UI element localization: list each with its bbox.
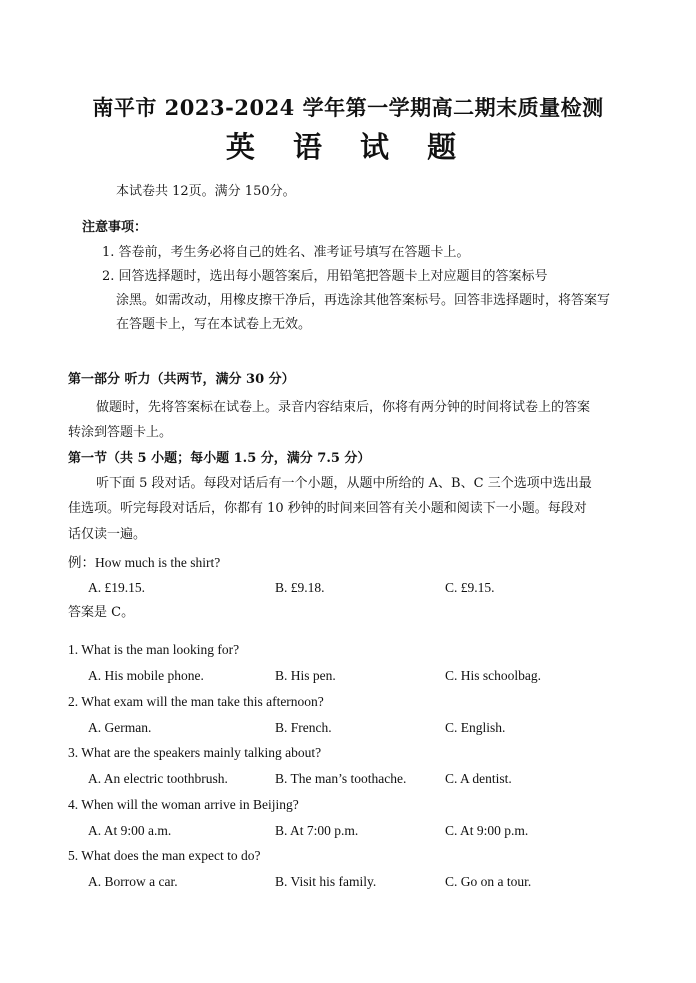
question-2-option-c: C. English. [445,720,506,735]
part-1-intro-line-2: 转涂到答题卡上。 [68,425,173,440]
question-5: 5. What does the man expect to do? [68,848,261,863]
part-1-intro-line-1: 做题时，先将答案标在试卷上。录音内容结束后，你将有两分钟的时间将试卷上的答案 [96,400,591,415]
section-1-instruction-line-3: 话仅读一遍。 [68,527,147,542]
section-1-instruction-line-1: 听下面 5 段对话。每段对话后有一个小题，从题中所给的 A、B、C 三个选项中选出最 [96,476,592,491]
question-2-option-b: B. French. [275,720,332,735]
question-3-option-c: C. A dentist. [445,771,512,786]
question-4: 4. When will the woman arrive in Beijing? [68,797,299,812]
question-5-option-a: A. Borrow a car. [88,874,178,889]
question-5-option-c: C. Go on a tour. [445,874,532,889]
example-answer: 答案是 C。 [68,605,135,620]
example-question: 例：How much is the shirt? [68,555,221,570]
question-5-option-b: B. Visit his family. [275,874,377,889]
notice-item-2-line-1: 2. 回答选择题时，选出每小题答案后，用铅笔把答题卡上对应题目的答案标号 [102,269,548,284]
part-1-heading: 第一部分 听力（共两节，满分 30 分） [68,372,295,387]
question-1-option-b: B. His pen. [275,668,336,683]
question-3-option-b: B. The man’s toothache. [275,771,407,786]
question-1-option-a: A. His mobile phone. [88,668,204,683]
example-option-b: B. £9.18. [275,580,325,595]
question-1: 1. What is the man looking for? [68,642,240,657]
example-option-c: C. £9.15. [445,580,495,595]
section-1-instruction-line-2: 佳选项。听完每段对话后，你都有 10 秒钟的时间来回答有关小题和阅读下一小题。每段对 [68,501,587,516]
question-2: 2. What exam will the man take this afternoon? [68,694,324,709]
question-1-option-c: C. His schoolbag. [445,668,541,683]
notice-heading: 注意事项： [82,220,148,235]
notice-item-1: 1. 答卷前，考生务必将自己的姓名、准考证号填写在答题卡上。 [102,245,470,260]
question-3: 3. What are the speakers mainly talking about? [68,745,322,760]
notice-item-2-line-2: 涂黑。如需改动，用橡皮擦干净后，再选涂其他答案标号。回答非选择题时，将答案写 [116,293,611,308]
question-2-option-a: A. German. [88,720,152,735]
question-4-option-b: B. At 7:00 p.m. [275,823,359,838]
question-3-option-a: A. An electric toothbrush. [88,771,228,786]
exam-subject-title: 英 语 试 题 [225,130,471,164]
example-option-a: A. £19.15. [88,580,145,595]
exam-title: 南平市 2023-2024 学年第一学期高二期末质量检测 [92,95,604,120]
question-4-option-c: C. At 9:00 p.m. [445,823,529,838]
section-1-heading: 第一节（共 5 小题；每小题 1.5 分，满分 7.5 分） [68,451,371,466]
notice-item-2-line-3: 在答题卡上，写在本试卷上无效。 [116,317,312,332]
question-4-option-a: A. At 9:00 a.m. [88,823,172,838]
exam-info: 本试卷共 12页。满分 150分。 [116,184,296,199]
